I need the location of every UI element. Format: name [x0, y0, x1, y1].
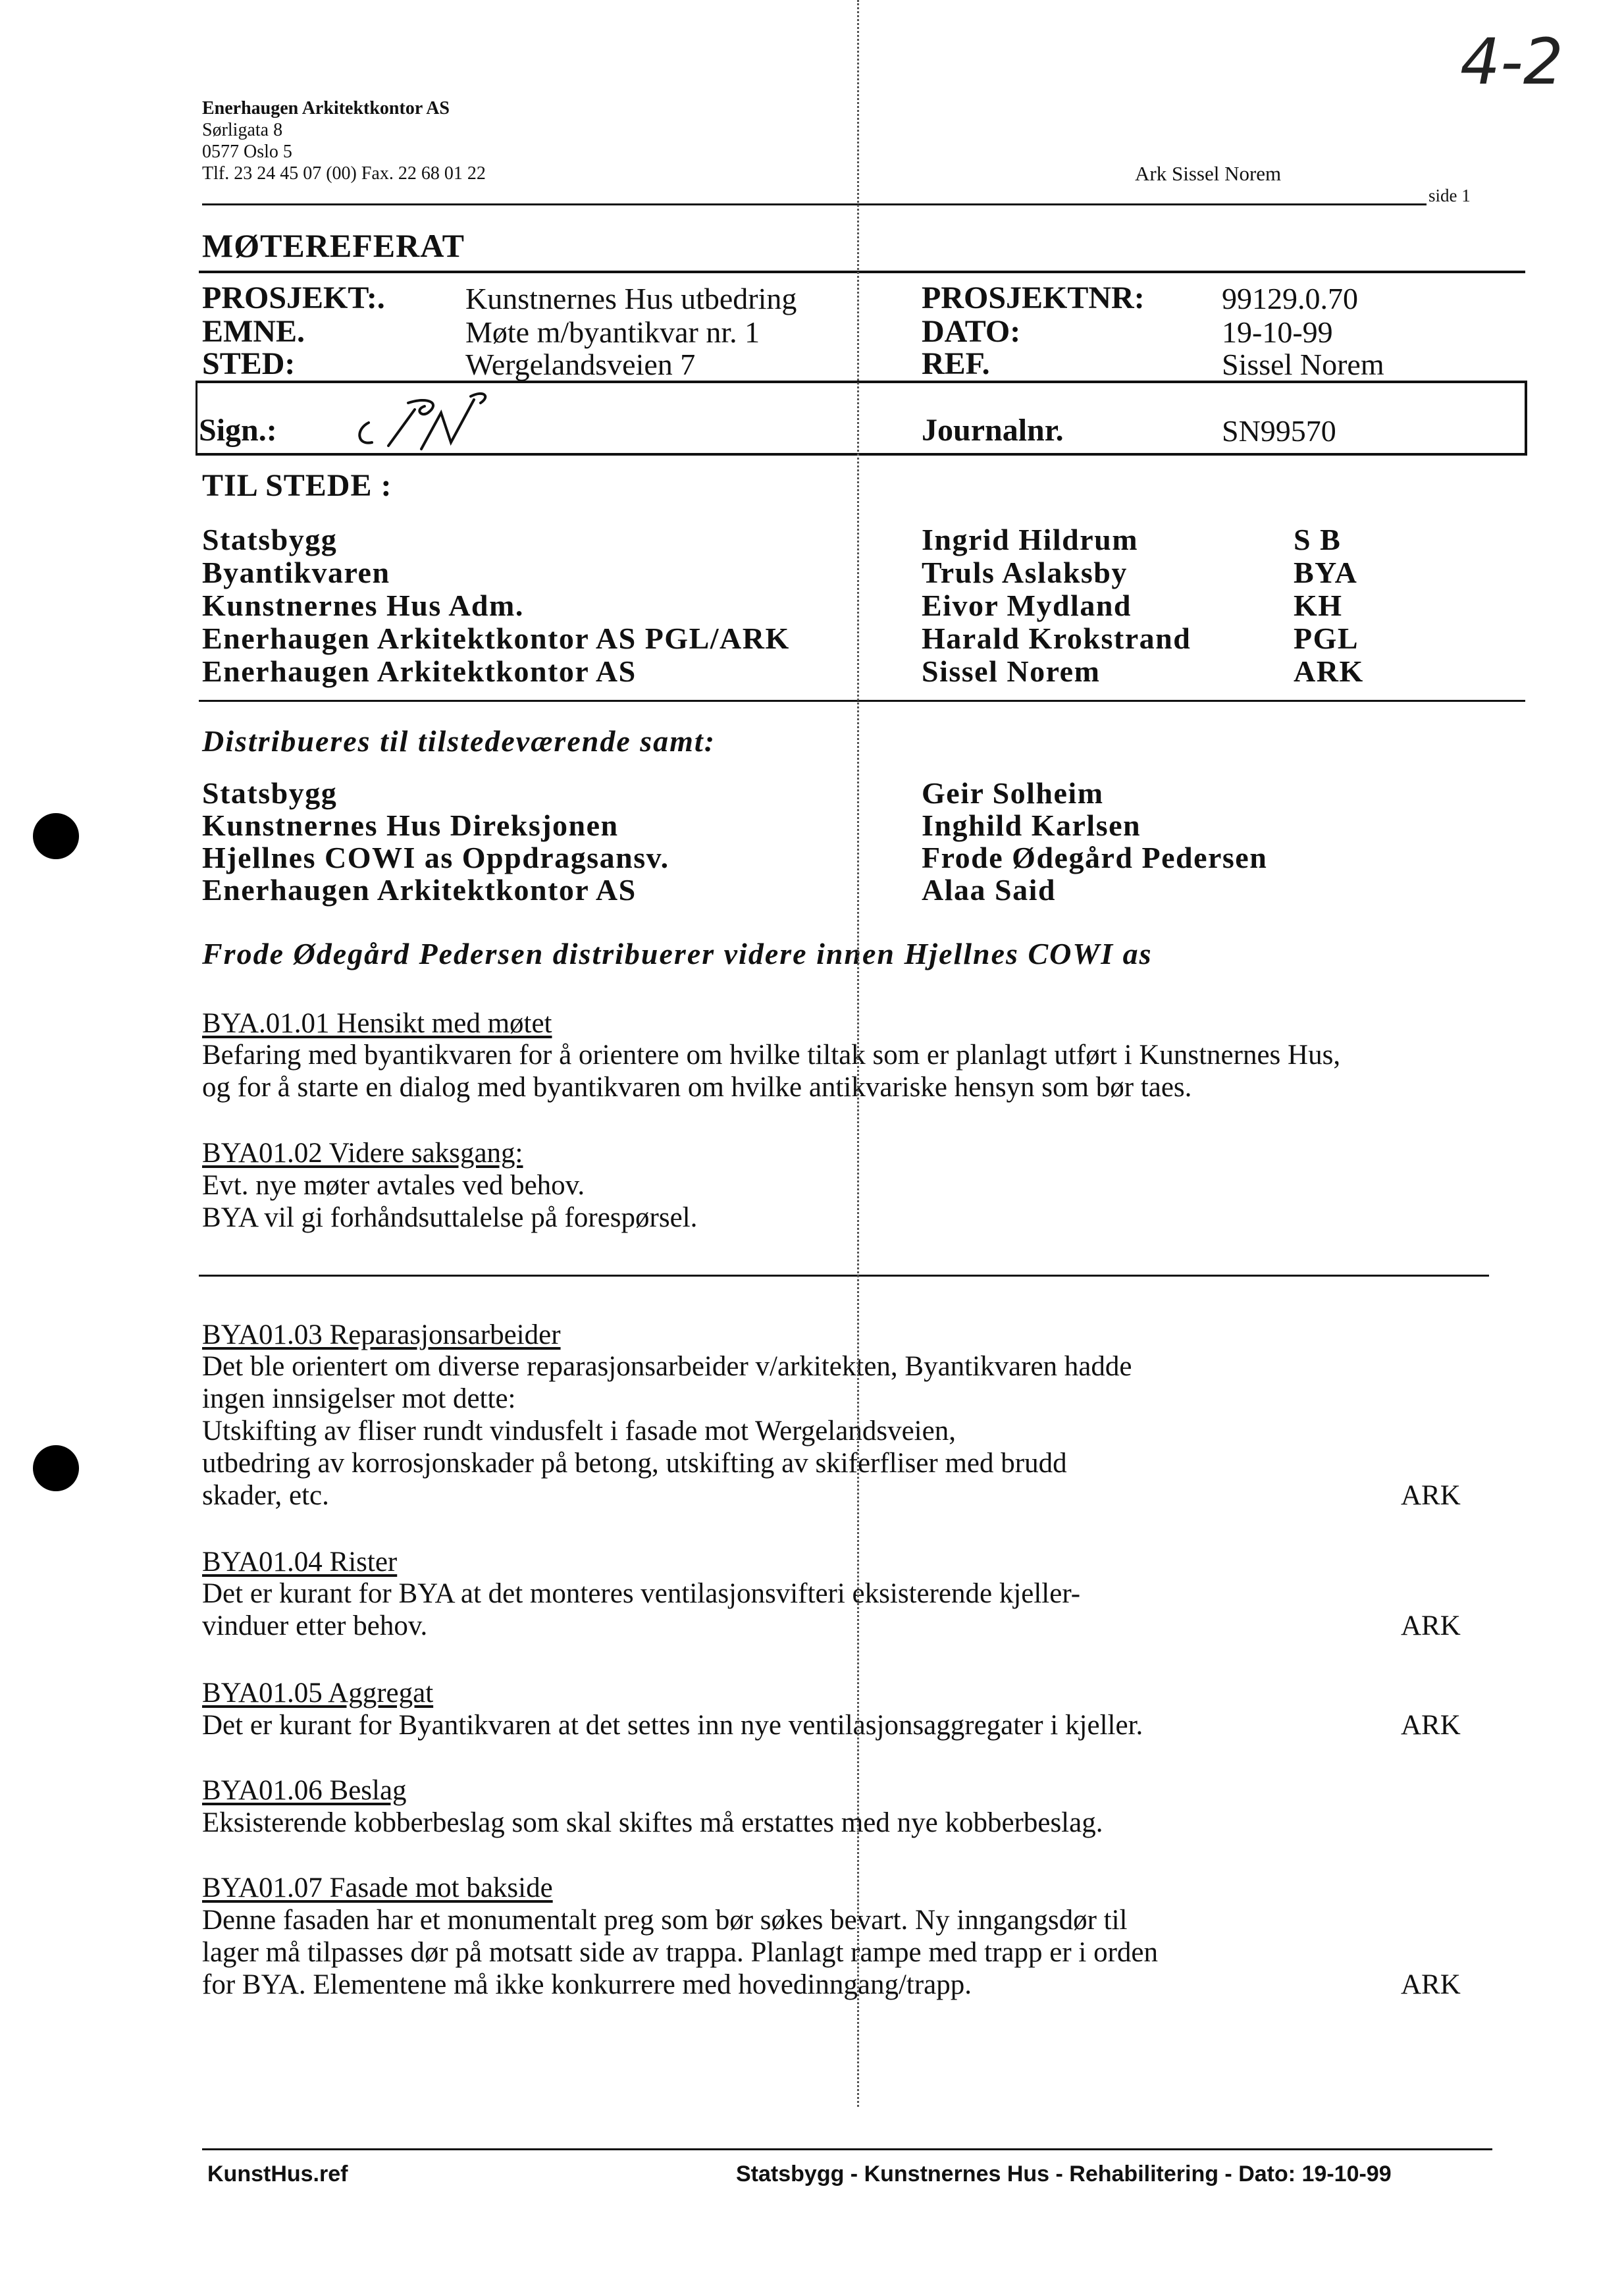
header-rule — [202, 203, 1427, 205]
item-line: Befaring med byantikvaren for å orientere om hvilke tiltak som er planlagt utført i Kunstnernes Hus, — [202, 1040, 1341, 1071]
item-line: skader, etc. — [202, 1480, 329, 1511]
distribution-note: Frode Ødegård Pedersen distribuerer videre innen Hjellnes COWI as — [202, 937, 1153, 970]
distribution-person: Alaa Said — [922, 873, 1056, 907]
section-rule — [199, 1275, 1489, 1277]
distribution-person: Frode Ødegård Pedersen — [922, 841, 1268, 874]
item-heading: BYA01.02 Videre saksgang: — [202, 1138, 523, 1169]
item-heading: BYA01.04 Rister — [202, 1547, 398, 1577]
item-heading: BYA01.07 Fasade mot bakside — [202, 1872, 553, 1903]
item-line: Det ble orientert om diverse reparasjonsarbeider v/arkitekten, Byantikvaren hadde — [202, 1351, 1132, 1382]
company-postal: 0577 Oslo 5 — [202, 142, 292, 162]
ref-label: REF. — [922, 346, 990, 381]
distribution-org: Enerhaugen Arkitektkontor AS — [202, 873, 637, 907]
item-responsible: ARK — [1401, 1969, 1461, 2000]
item-line: lager må tilpasses dør på motsatt side av trappa. Planlagt rampe med trapp er i orden — [202, 1937, 1158, 1968]
attendee-person: Ingrid Hildrum — [922, 523, 1139, 556]
item-responsible: ARK — [1401, 1710, 1461, 1741]
item-line: BYA vil gi forhåndsuttalelse på forespørsel. — [202, 1202, 698, 1233]
subject-label: EMNE. — [202, 314, 305, 349]
subject-value: Møte m/byantikvar nr. 1 — [465, 315, 760, 349]
sign-label: Sign.: — [199, 413, 277, 448]
item-line: Det er kurant for BYA at det monteres ventilasjonsvifteri eksisterende kjeller- — [202, 1578, 1081, 1609]
footer-rule — [202, 2148, 1492, 2150]
attendee-person: Truls Aslaksby — [922, 556, 1128, 589]
project-number-label: PROSJEKTNR: — [922, 280, 1145, 315]
distribution-person: Geir Solheim — [922, 776, 1104, 810]
attendee-org: Statsbygg — [202, 523, 338, 556]
item-line: Utskifting av fliser rundt vindusfelt i fasade mot Wergelandsveien, — [202, 1416, 956, 1446]
attendee-code: S B — [1294, 523, 1342, 556]
attendee-org: Kunstnernes Hus Adm. — [202, 589, 524, 622]
attendee-org: Byantikvaren — [202, 556, 390, 589]
project-label: PROSJEKT:. — [202, 280, 385, 315]
footer-project: Statsbygg - Kunstnernes Hus - Rehabilitering - Dato: 19-10-99 — [736, 2161, 1392, 2187]
company-street: Sørligata 8 — [202, 120, 283, 140]
punch-hole — [33, 813, 79, 859]
distribution-org: Hjellnes COWI as Oppdragsansv. — [202, 841, 669, 874]
attendee-person: Sissel Norem — [922, 654, 1101, 688]
item-line: Denne fasaden har et monumentalt preg som bør søkes bevart. Ny inngangsdør til — [202, 1905, 1128, 1936]
item-line: utbedring av korrosjonskader på betong, utskifting av skiferfliser med brudd — [202, 1448, 1067, 1479]
item-heading: BYA01.06 Beslag — [202, 1775, 407, 1806]
company-phone: Tlf. 23 24 45 07 (00) Fax. 22 68 01 22 — [202, 163, 486, 184]
attendee-code: ARK — [1294, 654, 1364, 688]
location-label: STED: — [202, 346, 296, 381]
item-heading: BYA.01.01 Hensikt med møtet — [202, 1008, 552, 1039]
punch-hole — [33, 1445, 79, 1491]
attendee-code: KH — [1294, 589, 1343, 622]
footer-filename: KunstHus.ref — [207, 2161, 348, 2187]
attendee-person: Eivor Mydland — [922, 589, 1132, 622]
item-responsible: ARK — [1401, 1480, 1461, 1511]
item-line: vinduer etter behov. — [202, 1610, 428, 1641]
page-label: side 1 — [1428, 186, 1471, 205]
item-responsible: ARK — [1401, 1610, 1461, 1641]
author-line: Ark Sissel Norem — [1135, 162, 1282, 185]
journal-value: SN99570 — [1222, 414, 1336, 448]
attendee-code: BYA — [1294, 556, 1358, 589]
project-value: Kunstnernes Hus utbedring — [465, 282, 797, 315]
distribution-org: Kunstnernes Hus Direksjonen — [202, 809, 619, 842]
attendee-code: PGL — [1294, 622, 1359, 655]
page-title: MØTEREFERAT — [202, 227, 465, 264]
ref-value: Sissel Norem — [1222, 348, 1384, 381]
item-heading: BYA01.03 Reparasjonsarbeider — [202, 1319, 561, 1350]
distribution-heading: Distribueres til tilstedeværende samt: — [202, 724, 716, 758]
date-value: 19-10-99 — [1222, 315, 1333, 349]
item-line: Det er kurant for Byantikvaren at det settes inn nye ventilasjonsaggregater i kjeller. — [202, 1710, 1143, 1741]
signature-icon — [342, 383, 513, 456]
journal-label: Journalnr. — [922, 413, 1064, 448]
item-heading: BYA01.05 Aggregat — [202, 1678, 434, 1709]
item-line: og for å starte en dialog med byantikvaren om hvilke antikvariske hensyn som bør taes. — [202, 1072, 1192, 1103]
attendees-heading: TIL STEDE : — [202, 468, 392, 503]
attendee-person: Harald Krokstrand — [922, 622, 1192, 655]
item-line: Eksisterende kobberbeslag som skal skiftes må erstattes med nye kobberbeslag. — [202, 1807, 1103, 1838]
item-line: ingen innsigelser mot dette: — [202, 1383, 516, 1414]
attendee-org: Enerhaugen Arkitektkontor AS — [202, 654, 637, 688]
location-value: Wergelandsveien 7 — [465, 348, 696, 381]
distribution-person: Inghild Karlsen — [922, 809, 1141, 842]
item-line: for BYA. Elementene må ikke konkurrere med hovedinngang/trapp. — [202, 1969, 972, 2000]
company-name: Enerhaugen Arkitektkontor AS — [202, 98, 450, 119]
project-number-value: 99129.0.70 — [1222, 282, 1358, 315]
handwritten-page-note: 4-2 — [1460, 25, 1563, 99]
attendee-org: Enerhaugen Arkitektkontor AS PGL/ARK — [202, 622, 790, 655]
date-label: DATO: — [922, 314, 1021, 349]
fold-line — [857, 0, 862, 2107]
distribution-org: Statsbygg — [202, 776, 338, 810]
item-line: Evt. nye møter avtales ved behov. — [202, 1170, 585, 1201]
